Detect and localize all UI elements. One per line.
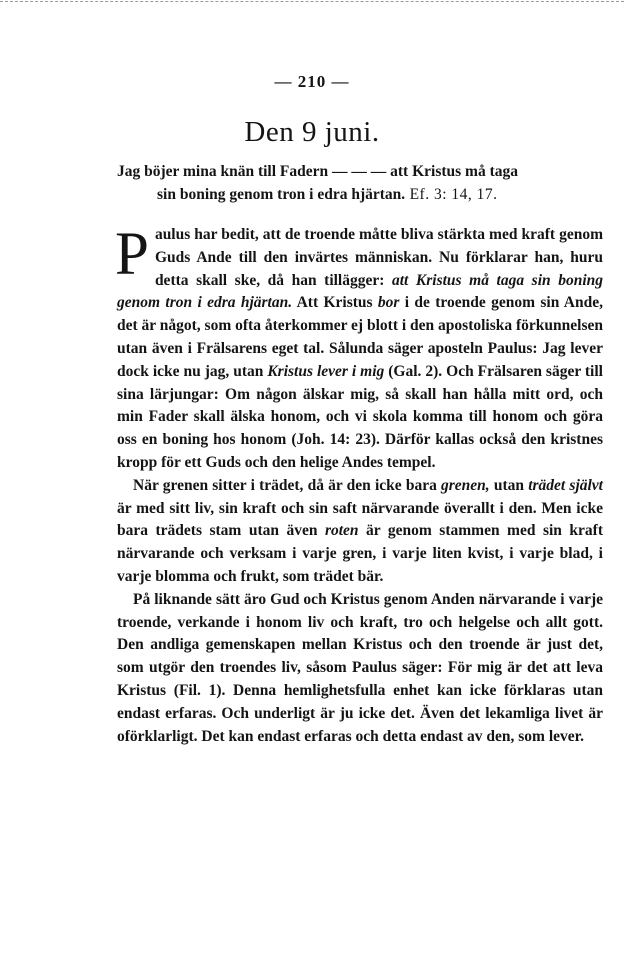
paragraph-1	[115, 221, 604, 475]
epigraph-reference: Ef. 3: 14, 17.	[405, 186, 498, 203]
italic-run: roten	[324, 522, 359, 540]
text-run: i de troende genom sin Ande, det är något, som ofta återkommer ej blott i den apostoliska förkunnelsen utan även i Frälsarens eget tal. Sålunda säger aposteln Paulus: Jag lever dock icke nu jag, utan	[117, 294, 604, 380]
text-run: På liknande sätt äro Gud och Kristus genom Anden närvarande i varje troende, verkande i honom liv och kraft, tro och helgelse och allt gott. Den andliga gemenskapen mellan Kristus och den troende är just det, som utgör den troendes liv, såsom Paulus säger: För mig är det att leva Kristus (Fil. 1). Denna hemlighetsfulla enhet kan icke förklaras utan endast erfaras. Och underligt är ju icke det. Även det lekamliga livet är oförklarligt. Det kan endast erfaras och detta endast av den, som lever.	[117, 590, 603, 745]
drop-cap: P	[115, 221, 149, 288]
text-run: är genom stammen med sin kraft närvarande och verksam i varje gren, i varje liten kvist, i varje blad, i varje blomma och frukt, som trädet bär.	[117, 522, 603, 585]
page-number: — 210 —	[274, 72, 350, 91]
text-run: aulus har bedit, att de troende måtte bliva stärkta med kraft genom Guds Ande till den invärtes människan. Nu förklarar han, huru detta skall ske, då han tillägger:	[154, 226, 603, 289]
text-run: Att Kristus	[292, 294, 378, 312]
italic-run: att Kristus må taga sin boning genom tron i edra hjärtan.	[117, 271, 603, 312]
epigraph	[117, 160, 587, 206]
epigraph-line-2-text: sin boning genom tron i edra hjärtan.	[157, 186, 406, 203]
italic-run: trädet självt	[528, 476, 603, 494]
body-text	[115, 221, 604, 748]
text-run: (Gal. 2). Och Frälsaren säger till sina lärjungar: Om någon älskar mig, så skall han hålla mitt ord, och min Fader skall älska honom, och vi skola komma till honom och göra oss en boning hos honom (Joh. 14: 23). Därför kallas också den kristnes kropp för ett Guds och den helige Andes tempel.	[117, 362, 603, 471]
paragraph-2	[117, 475, 603, 589]
page-title: Den 9 juni.	[244, 116, 380, 148]
epigraph-line-1: Jag böjer mina knän till Fadern — — — att Kristus må taga	[117, 163, 518, 180]
text-run: är med sitt liv, sin kraft och sin saft närvarande överallt i den. Men icke bara trädets stam utan även	[117, 499, 603, 540]
italic-run: grenen,	[441, 476, 490, 494]
epigraph-line-2	[117, 183, 587, 206]
paragraph-3	[117, 589, 603, 749]
page-top-edge	[0, 1, 624, 2]
italic-run: bor	[377, 294, 400, 312]
text-run: utan	[489, 476, 529, 494]
text-run: När grenen sitter i trädet, då är den icke bara	[133, 476, 442, 494]
italic-run: Kristus lever i mig	[267, 362, 385, 380]
